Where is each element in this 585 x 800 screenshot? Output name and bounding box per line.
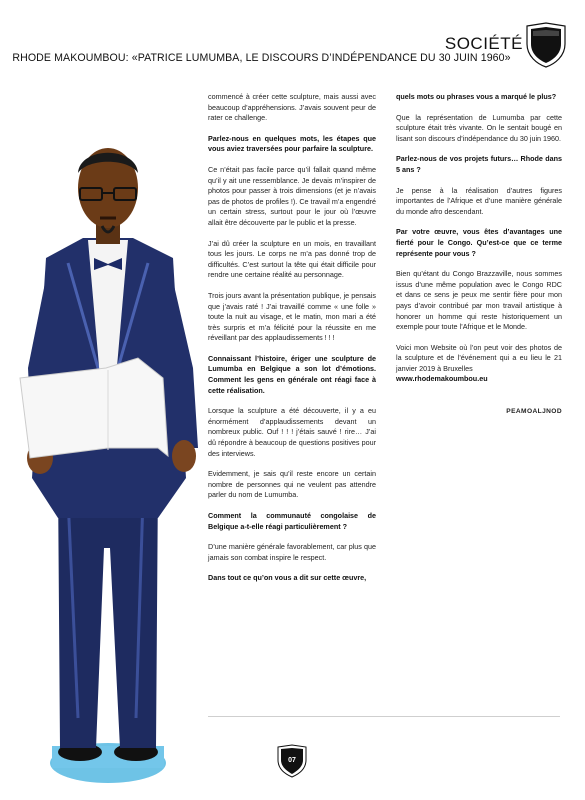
article-column-right bbox=[396, 92, 562, 418]
section-title: SOCIÉTÉ bbox=[444, 34, 523, 53]
article-paragraph: Evidemment, je sais qu’il reste encore un certain nombre de personnes qui ne veulent pas attendre parler du nom de Lumumba. bbox=[208, 469, 376, 500]
footer-divider bbox=[208, 716, 560, 717]
interview-question: Comment la communauté congolaise de Belgique a-t-elle réagi particulièrement ? bbox=[208, 511, 376, 531]
article-paragraph: Que la représentation de Lumumba par cette sculpture était très vivante. On le sentait bougé en lisant son discours d’indépendance du 30 juin 1960. bbox=[396, 112, 562, 143]
interview-question: Par votre œuvre, vous êtes d’avantages une fierté pour le Congo. Qu’est-ce que ce terme représente pour vous ? bbox=[396, 227, 562, 258]
article-paragraph: Ce n’était pas facile parce qu’il fallait quand même qu’il y ait une ressemblance. Je devais m’inspirer de photos pour passer à trois dimensions (et je n’avais pas de photos de profiles !). Ce travail m’a engendré un certain stress, surtout pour le jour où l’œuvre allait être découverte par le public et la presse. bbox=[208, 164, 376, 227]
article-paragraph: Lorsque la sculpture a été découverte, il y a eu énormément d’applaudissements devant un nombreux public. Ouf ! ! ! j’étais sauvé ! rire… J’ai dû répondre à beaucoup de questions positives pour des interviews. bbox=[208, 406, 376, 458]
interview-question: Parlez-nous en quelques mots, les étapes que vous aviez traversées pour parfaire la sculpture. bbox=[208, 133, 376, 154]
page-number: 07 bbox=[288, 757, 296, 764]
interview-question: Connaissant l’histoire, ériger une sculpture de Lumumba en Belgique a son lot d’émotions. Comment les gens en générale ont réagi face à cette réalisation. bbox=[208, 353, 376, 395]
article-paragraph: D’une manière générale favorablement, car plus que jamais son combat inspire le respect. bbox=[208, 542, 376, 562]
interview-question: quels mots ou phrases vous a marqué le plus? bbox=[396, 92, 557, 101]
interview-question: Parlez-nous de vos projets futurs… Rhode dans 5 ans ? bbox=[396, 154, 562, 174]
sculpture-photo bbox=[8, 118, 208, 790]
article-headline: RHODE MAKOUMBOU: «PATRICE LUMUMBA, LE DISCOURS D’INDÉPENDANCE DU 30 JUIN 1960» bbox=[12, 52, 511, 64]
article-paragraph: commencé à créer cette sculpture, mais aussi avec beaucoup d’appréhensions. J’avais souvent peur de rater ce challenge. bbox=[208, 92, 376, 123]
article-paragraph: Trois jours avant la présentation publique, je pensais que j’avais raté ! J’ai travaillé comme « une folle » toute la nuit au visage, et le matin, mon mari a été très surpris et m’a félicité pour la réussite en me réveillant par des applaudissements ! ! ! bbox=[208, 290, 376, 343]
article-paragraph: Bien qu’étant du Congo Brazzaville, nous sommes issus d’une même population avec le Congo RDC et dans ce sens je peux me sentir fière pour mon pays d’avoir contribué par mon travail artistique à honorer un homme qui reste historiquement un exemple pour toute l’Afrique et le Monde. bbox=[396, 269, 562, 332]
page-header bbox=[0, 0, 585, 70]
shield-logo-icon bbox=[525, 22, 567, 68]
article-column-left bbox=[208, 92, 376, 594]
article-paragraph: J’ai dû créer la sculpture en un mois, en travaillant tous les jours. Le corps ne m’a pas donné trop de difficultés. C’est surtout la tête qui était difficile pour rendre une certaine réalité au personnage. bbox=[208, 238, 376, 280]
article-paragraph: Voici mon Website où l’on peut voir des photos de la sculpture et de l’événement qui a eu lieu le 21 janvier 2019 à Bruxelles bbox=[396, 342, 562, 373]
website-link[interactable]: www.rhodemakoumbou.eu bbox=[396, 374, 488, 384]
article-paragraph: Je pense à la réalisation d’autres figures importantes de l’Afrique et d’une manière générale du monde afro descendant. bbox=[396, 185, 562, 216]
interview-question: Dans tout ce qu’on vous a dit sur cette œuvre, bbox=[208, 573, 367, 583]
author-signature: PEAMOALJNOD bbox=[506, 408, 562, 416]
